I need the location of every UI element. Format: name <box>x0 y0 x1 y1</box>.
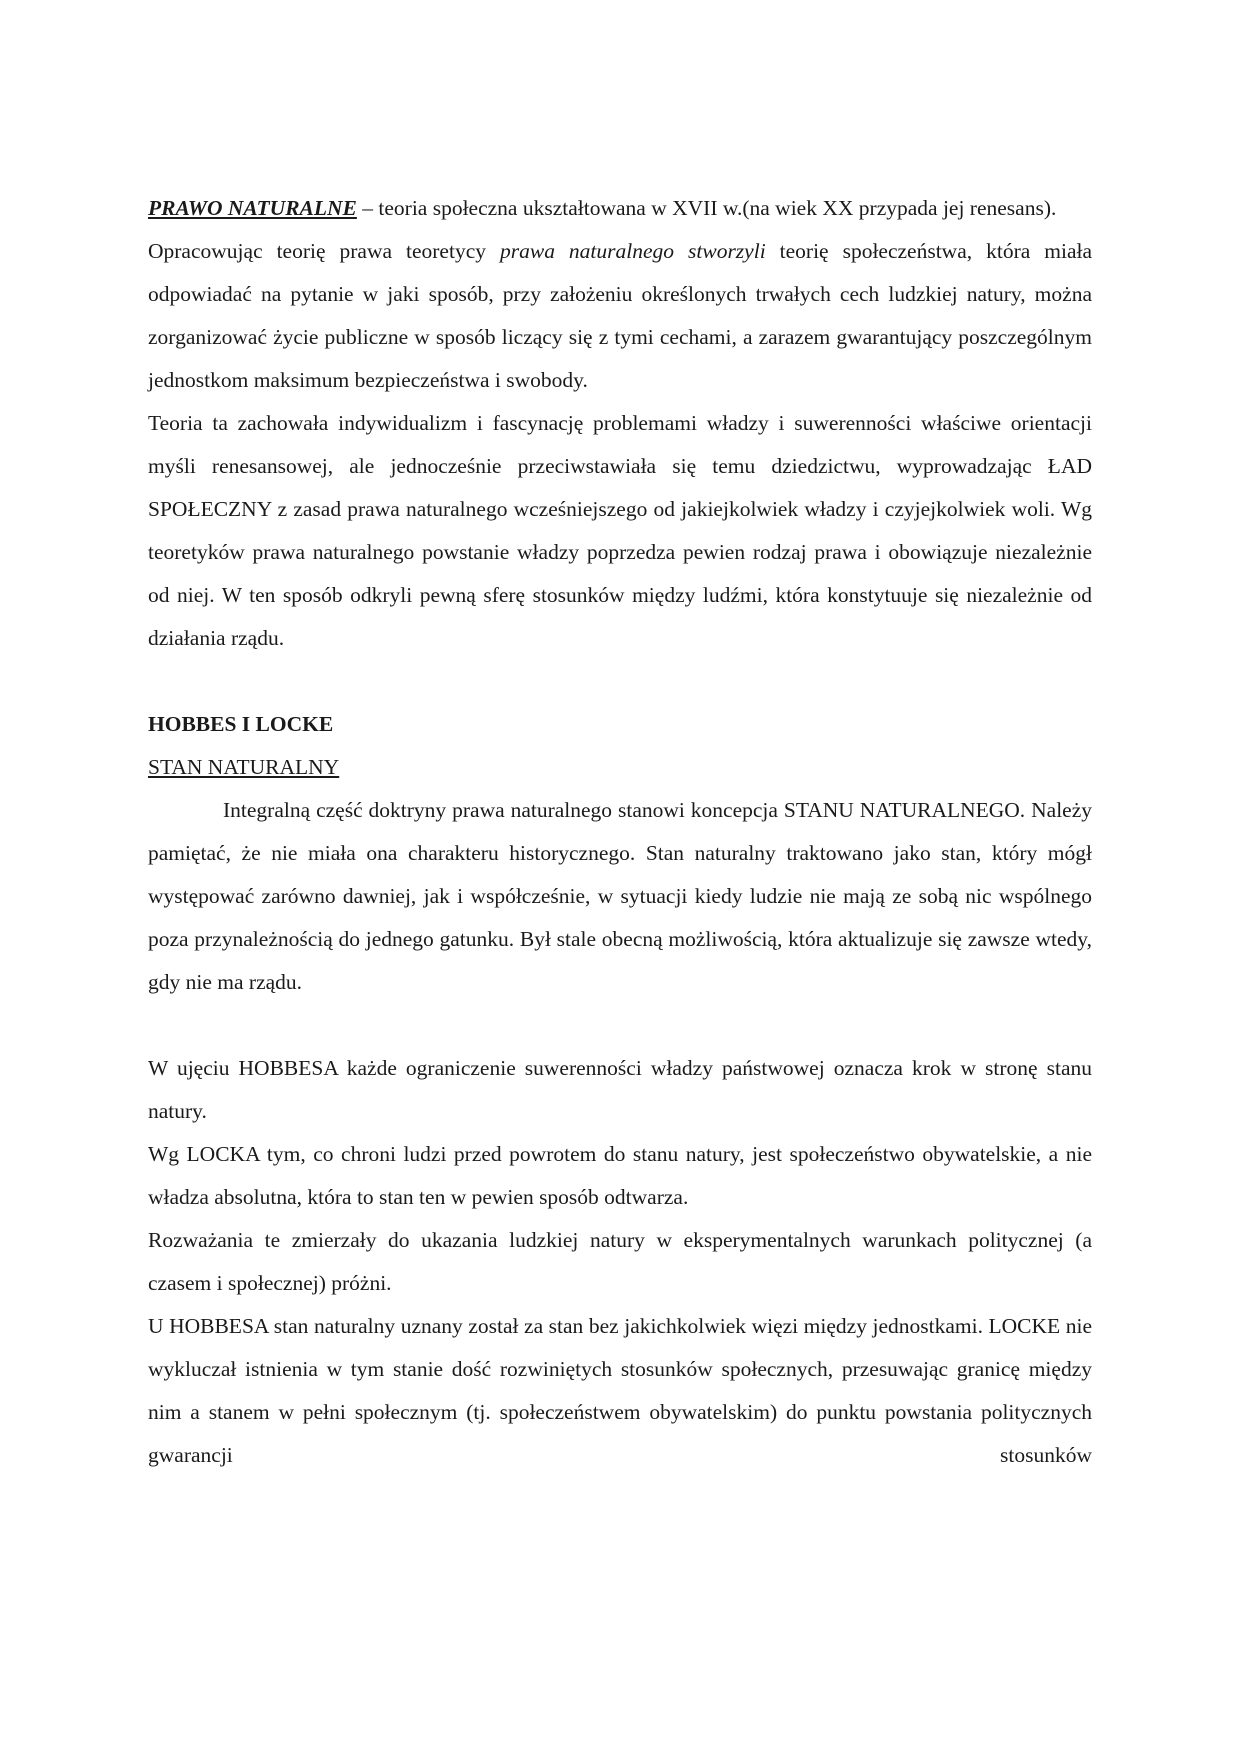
paragraph-locke: Wg LOCKA tym, co chroni ludzi przed powrotem do stanu natury, jest społeczeństwo obywatelskie, a nie władza absolutna, która to stan ten w pewien sposób odtwarza. <box>148 1142 1092 1209</box>
paragraph-hobbes: W ujęciu HOBBESA każde ograniczenie suwerenności władzy państwowej oznacza krok w stronę stanu natury. <box>148 1056 1092 1123</box>
theory-emphasis: prawa naturalnego stworzyli <box>499 239 766 263</box>
section-subheading: STAN NATURALNY <box>148 755 340 779</box>
paragraph-comparison: U HOBBESA stan naturalny uznany został za stan bez jakichkolwiek więzi między jednostkami. LOCKE nie wykluczał istnienia w tym stanie dość rozwiniętych stosunków społecznych, przesuwając granicę między nim a stanem w pełni społecznym (tj. społeczeństwem obywatelskim) do punktu powstania politycznych gwarancji stosunków <box>148 1314 1092 1467</box>
paragraph-natural-state: Integralną część doktryny prawa naturalnego stanowi koncepcja STANU NATURALNEGO. Należy pamiętać, że nie miała ona charakteru historycznego. Stan naturalny traktowano jako stan, który mógł występować zarówno dawniej, jak i współcześnie, w sytuacji kiedy ludzie nie mają ze sobą nic wspólnego poza przynależnością do jednego gatunku. Był stale obecną możliwością, która aktualizuje się zawsze wtedy, gdy nie ma rządu. <box>148 798 1092 994</box>
document-title: PRAWO NATURALNE <box>148 196 357 220</box>
definition-text: – teoria społeczna ukształtowana w XVII w.(na wiek XX przypada jej renesans). <box>356 196 1057 220</box>
theory-text-end: teorię społeczeństwa, która miała odpowiadać na pytanie w jaki sposób, przy założeniu określonych trwałych cech ludzkiej natury, można zorganizować życie publiczne w sposób liczący się z tymi cechami, a zarazem gwarantujący poszczególnym jednostkom maksimum bezpieczeństwa i swobody. <box>148 239 1093 392</box>
paragraph-individualism: Teoria ta zachowała indywidualizm i fascynację problemami władzy i suwerenności właściwe orientacji myśli renesansowej, ale jednocześnie przeciwstawiała się temu dziedzictwu, wyprowadzając ŁAD SPOŁECZNY z zasad prawa naturalnego wcześniejszego od jakiejkolwiek władzy i czyjejkolwiek woli. Wg teoretyków prawa naturalnego powstanie władzy poprzedza pewien rodzaj prawa i obowiązuje niezależnie od niej. W ten sposób odkryli pewną sferę stosunków między ludźmi, która konstytuuje się niezależnie od działania rządu. <box>148 411 1092 650</box>
paragraph-theory <box>148 230 1092 402</box>
theory-text-start: Opracowując teorię prawa teoretycy <box>148 239 500 263</box>
document-page <box>148 187 1092 1477</box>
paragraph-considerations: Rozważania te zmierzały do ukazania ludzkiej natury w eksperymentalnych warunkach politycznej (a czasem i społecznej) próżni. <box>148 1228 1092 1295</box>
section-heading: HOBBES I LOCKE <box>148 712 334 736</box>
paragraph-definition <box>148 187 1092 230</box>
